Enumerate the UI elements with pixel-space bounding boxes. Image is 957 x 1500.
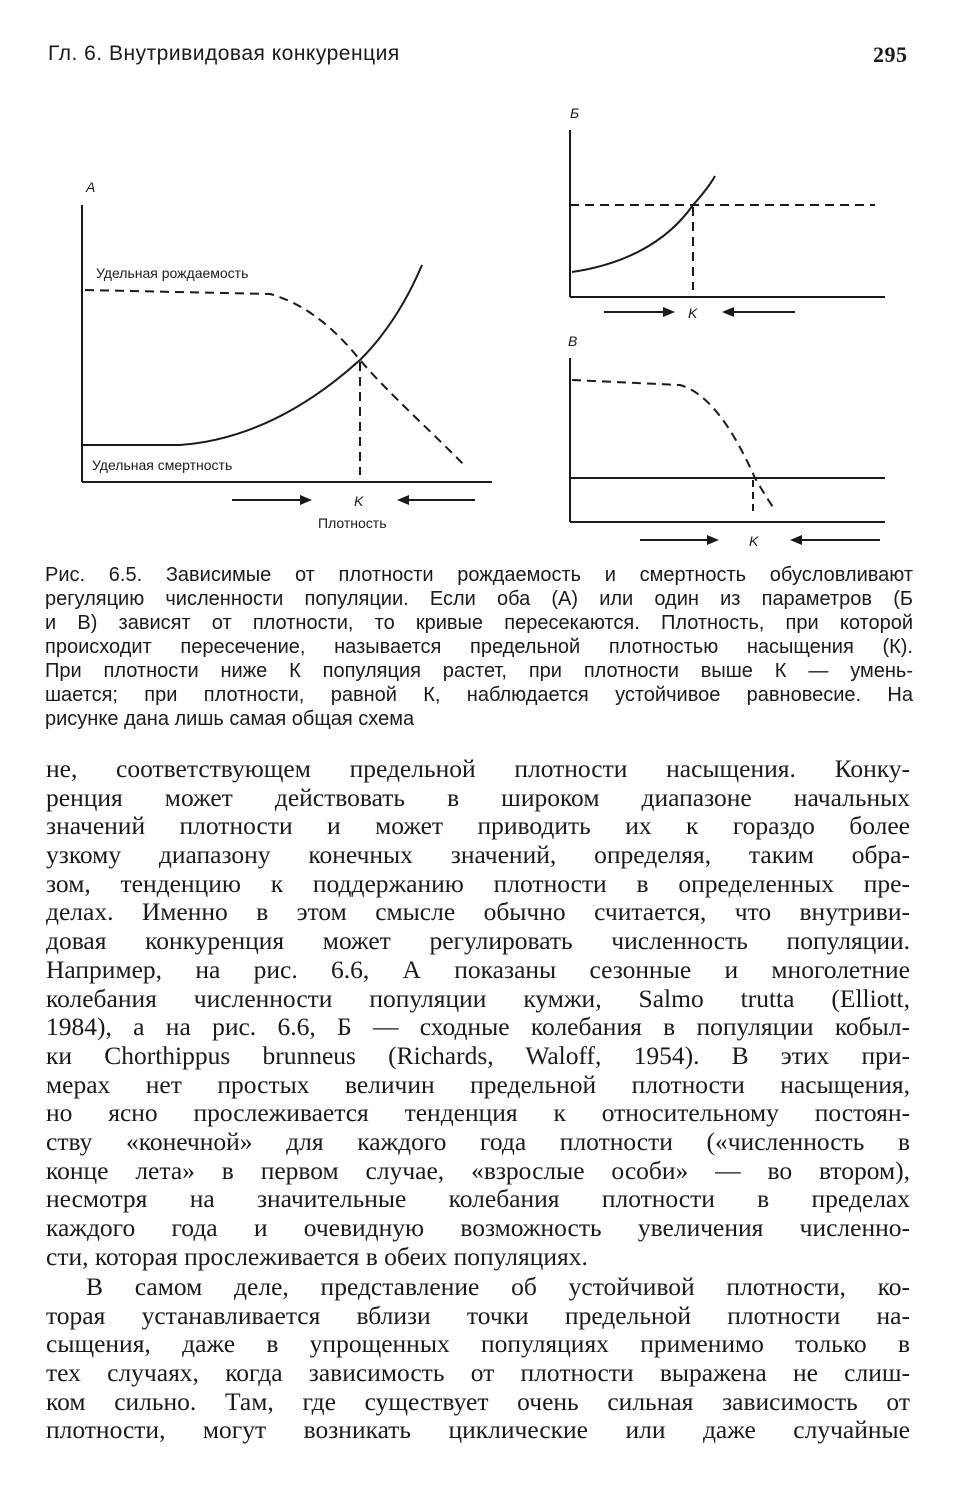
text-line: мерах нет простых величин предельной плотности насыщения,	[46, 1070, 910, 1099]
paragraph-1	[46, 755, 910, 1271]
birth-rate-label: Удельная рождаемость	[96, 265, 249, 281]
text-line: колебания численности популяции кумжи, Salmo trutta (Elliott,	[46, 984, 910, 1013]
figure-caption	[45, 563, 913, 731]
text-line: но ясно прослеживается тенденция к относительному постоян-	[46, 1099, 910, 1128]
text-line: Например, на рис. 6.6, А показаны сезонные и многолетние	[46, 955, 910, 984]
text-line: не, соответствующем предельной плотности насыщения. Конку-	[46, 755, 910, 783]
k-label: K	[749, 533, 759, 549]
death-rate-label: Удельная смертность	[92, 457, 233, 473]
figure-6-5	[0, 0, 957, 560]
panel-b	[570, 105, 885, 321]
panel-c-label: В	[568, 333, 578, 349]
caption-line: При плотности ниже К популяция растет, при плотности выше К — умень-	[45, 660, 913, 682]
text-line: ки Chorthippus brunneus (Richards, Waloff, 1954). В этих при-	[46, 1041, 910, 1070]
text-line: сти, которая прослеживается в обеих популяциях.	[46, 1242, 588, 1271]
page-number: 295	[873, 42, 908, 67]
birth-rate-curve	[572, 380, 775, 510]
text-line: торая устанавливается вблизи точки предельной плотности на-	[46, 1301, 910, 1330]
text-line: тех случаях, когда зависимость от плотности выражена не слиш-	[46, 1359, 910, 1388]
birth-rate-curve	[85, 290, 465, 466]
panel-c	[568, 333, 885, 549]
k-label: K	[354, 493, 364, 509]
panel-a	[82, 179, 492, 531]
text-line: 1984), а на рис. 6.6, Б — сходные колебания в популяции кобыл-	[46, 1013, 910, 1042]
text-line: узкому диапазону конечных значений, определяя, таким обра-	[46, 841, 910, 870]
x-axis-label: Плотность	[318, 515, 387, 531]
caption-line: происходит пересечение, называется предельной плотностью насыщения (К).	[45, 636, 913, 658]
text-line: довая конкуренция может регулировать численность популяции.	[46, 927, 910, 956]
k-label: K	[688, 305, 698, 321]
panel-a-label: А	[86, 179, 96, 195]
text-line: конце лета» в первом случае, «взрослые особи» — во втором),	[46, 1156, 910, 1185]
text-line: ству «конечной» для каждого года плотности («численность в	[46, 1127, 910, 1156]
paragraph-2	[46, 1273, 910, 1445]
running-title: Гл. 6. Внутривидовая конкуренция	[48, 42, 400, 65]
text-line: несмотря на значительные колебания плотности в пределах	[46, 1185, 910, 1214]
text-line: делах. Именно в этом смысле обычно считается, что внутриви-	[46, 898, 910, 927]
text-line: ренция может действовать в широком диапазоне начальных	[46, 783, 910, 812]
text-line: ком сильно. Там, где существует очень сильная зависимость от	[46, 1387, 910, 1416]
text-line: каждого года и очевидную возможность увеличения численно-	[46, 1214, 910, 1242]
caption-line: и В) зависят от плотности, то кривые пересекаются. Плотность, при которой	[45, 612, 913, 634]
caption-line: Рис. 6.5. Зависимые от плотности рождаемость и смертность обусловливают	[45, 564, 913, 586]
text-line: значений плотности и может приводить их к гораздо более	[46, 812, 910, 841]
text-line: плотности, могут возникать циклические или даже случайные	[46, 1416, 910, 1445]
panel-b-label: Б	[570, 105, 580, 121]
text-line: зом, тенденцию к поддержанию плотности в определенных пре-	[46, 869, 910, 898]
caption-line: рисунке дана лишь самая общая схема	[45, 708, 415, 730]
caption-line: регуляцию численности популяции. Если оба (А) или один из параметров (Б	[45, 588, 913, 610]
caption-line: шается; при плотности, равной К, наблюдается устойчивое равновесие. На	[45, 684, 913, 706]
text-line: В самом деле, представление об устойчивой плотности, ко-	[86, 1273, 910, 1301]
text-line: сыщения, даже в упрощенных популяциях применимо только в	[46, 1330, 910, 1359]
